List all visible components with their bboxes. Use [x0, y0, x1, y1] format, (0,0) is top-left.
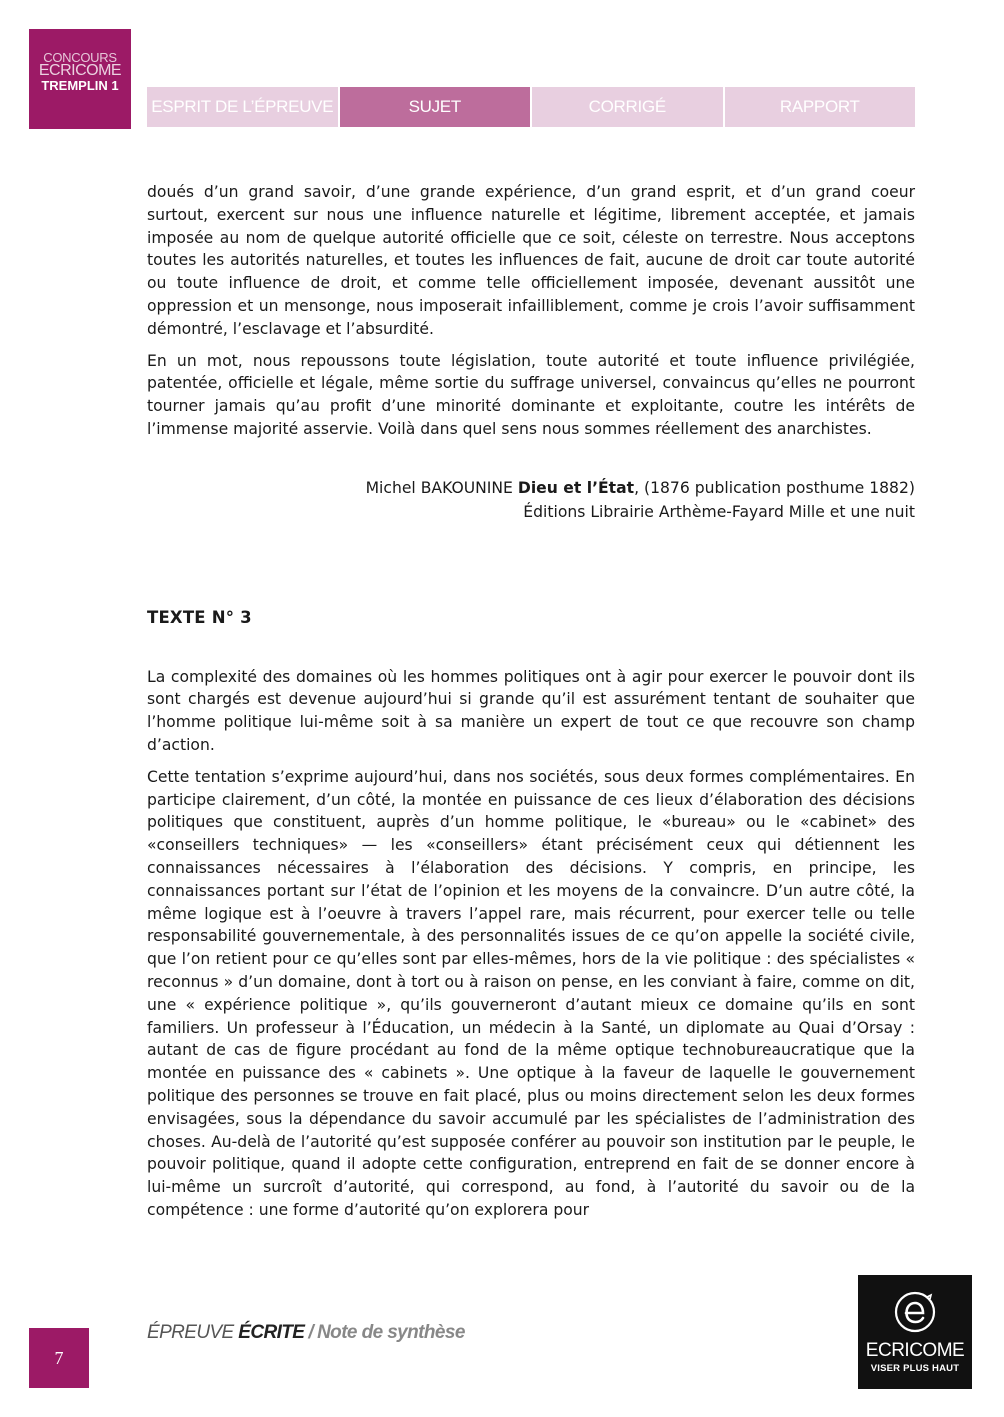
footer-label-ecrite: ÉCRITE	[238, 1322, 305, 1343]
paragraph-bakounine-1: doués d’un grand savoir, d’une grande expérience, d’un grand esprit, et d’un grand coeur surtout, exercent sur nous une influence naturelle et légitime, librement acceptée, et jamais imposée au nom de quelque autorité officielle que ce soit, céleste on terrestre. Nous acceptons toutes les autorités naturelles, et toutes les influences de fait, aucune de droit car toute autorité ou toute influence de droit, et comme telle officiellement imposée, devenant aussitôt une oppression et un mensonge, nous imposerait infailliblement, comme je crois l’avoir suffisamment démontré, l’esclavage et l’absurdité.	[147, 183, 915, 338]
citation-publisher: Éditions Librairie Arthème-Fayard Mille et une nuit	[523, 502, 915, 521]
footer-label-note: Note de synthèse	[317, 1322, 465, 1343]
logo-line-tremplin: TREMPLIN 1	[41, 78, 119, 93]
section-heading: TEXTE N° 3	[147, 607, 252, 627]
citation-work: Dieu et l’État	[517, 478, 635, 497]
footer-label-separator: /	[308, 1322, 314, 1343]
citation-line-1	[147, 476, 915, 500]
paragraph-bakounine-2: En un mot, nous repoussons toute législation, toute autorité et toute influence privilégiée, patentée, officielle et légale, même sortie du suffrage universel, convaincus qu’elles ne pourront tourner jamais qu’au profit d’une minorité dominante et exploitante, coutre les intérêts de l’immense majorité asservie. Voilà dans quel sens nous sommes réellement des anarchistes.	[147, 351, 915, 438]
section-tabs	[147, 87, 915, 127]
tab-esprit-epreuve[interactable]: ESPRIT DE L’ÉPREUVE	[147, 87, 338, 127]
tab-rapport[interactable]: RAPPORT	[725, 87, 916, 127]
footer-label	[147, 1322, 465, 1344]
footer-label-epreuve: ÉPREUVE	[147, 1322, 239, 1343]
brand-tagline: VISER PLUS HAUT	[870, 1363, 960, 1374]
ecricome-brand-logo	[858, 1275, 972, 1389]
page-number: 7	[29, 1328, 89, 1388]
ecricome-e-icon	[892, 1289, 938, 1335]
tab-corrige[interactable]: CORRIGÉ	[532, 87, 723, 127]
citation	[147, 476, 915, 524]
logo-line-concours: CONCOURS	[43, 50, 117, 65]
citation-details: , (1876 publication posthume 1882)	[634, 478, 915, 497]
tab-sujet[interactable]: SUJET	[340, 87, 531, 127]
logo-line-ecricome: ECRICOME	[38, 62, 122, 79]
brand-name: ECRICOME	[865, 1340, 965, 1361]
paragraph-texte3-2: Cette tentation s’exprime aujourd’hui, dans nos sociétés, sous deux formes complémentaires. En participe clairement, d’un côté, la montée en puissance de ces lieux d’élaboration des décisions politiques que constituent, auprès d’un homme politique, le «bureau» ou le «cabinet» des «conseillers techniques» — les «conseillers» étant précisément ceux qui détiennent les connaissances nécessaires à l’élaboration des décisions. Y compris, en principe, les connaissances portant sur l’état de l’opinion et les moyens de la convaincre. D’un autre côté, la même logique est à l’oeuvre à travers l’appel rare, mais récurrent, pour exercer telle ou telle responsabilité gouvernementale, à des personnalités issues de ce qu’on appelle la société civile, que l’on retient pour ce qu’elles sont par elles-mêmes, hors de la vie politique : des spécialistes « reconnus » d’un domaine, dont à tort ou à raison on pense, en les conviant à faire, comme on dit, une « expérience politique », qu’ils gouverneront d’autant mieux ce domaine qu’ils en sont familiers. Un professeur à l’Éducation, un médecin à la Santé, un diplomate au Quai d’Orsay : autant de cas de figure procédant au fond de la même optique technobureaucratique que la montée en puissance des « cabinets ». Une optique à la faveur de laquelle le gouvernement politique des personnes se trouve en fait placé, plus ou moins directement selon les deux formes envisagées, sous la dépendance du savoir accumulé par les spécialistes de l’administration des choses. Au-delà de l’autorité qu’est supposée conférer au pouvoir son institution par le peuple, le pouvoir politique, quand il adopte cette configuration, entreprend en fait de se donner encore à lui-même un surcroît d’autorité, qui correspond, au fond, à l’autorité du savoir ou de la compétence : une forme d’autorité qu’on explorera pour	[147, 767, 915, 1219]
document-body	[147, 181, 915, 1231]
paragraph-texte3-1: La complexité des domaines où les hommes politiques ont à agir pour exercer le pouvoir dont ils sont chargés est devenue aujourd’hui si grande qu’il est assurément tentant de souhaiter que l’homme politique lui-même soit à sa manière un expert de tout ce que recouvre son champ d’action.	[147, 667, 915, 754]
concours-logo	[29, 29, 131, 129]
citation-author: Michel BAKOUNINE	[365, 478, 518, 497]
